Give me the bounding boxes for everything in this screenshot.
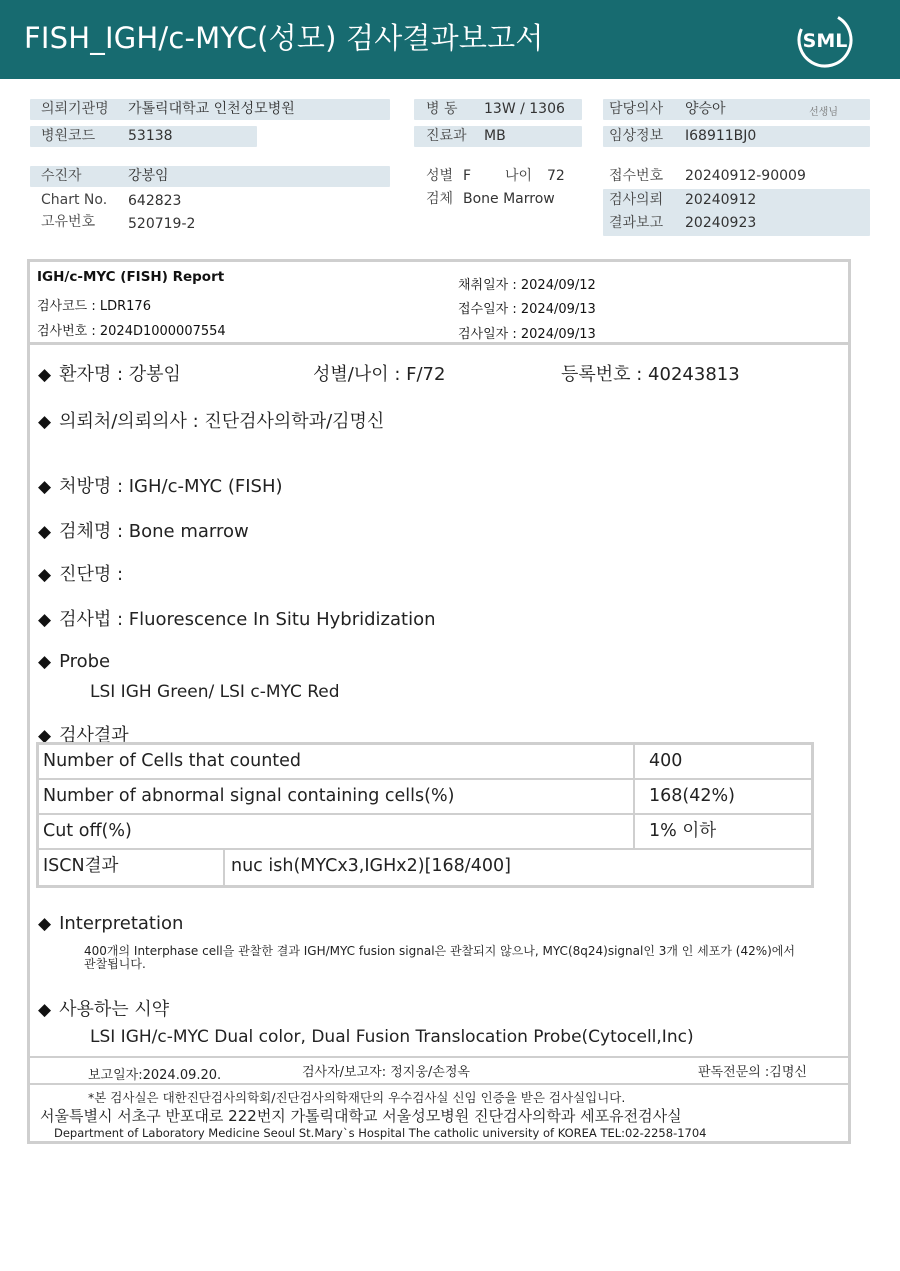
method-text: 검사법 : Fluorescence In Situ Hybridization <box>59 609 436 630</box>
table-row <box>39 850 811 885</box>
dept-label: 진료과 <box>426 128 467 144</box>
iscn-label: ISCN결과 <box>43 856 119 876</box>
abnormal-cells-label: Number of abnormal signal containing cells(%) <box>43 786 455 806</box>
hospital-label: 의뢰기관명 <box>41 101 109 117</box>
bullet-diamond: ◆ <box>38 477 52 497</box>
tested-date: 검사일자 : 2024/09/13 <box>458 327 596 342</box>
lab-footer <box>30 1083 848 1141</box>
specimen-label: 검체 <box>426 191 454 207</box>
bullet-diamond: ◆ <box>38 610 52 630</box>
bullet-diamond: ◆ <box>38 412 52 432</box>
order-line <box>38 472 283 498</box>
table-row <box>39 780 811 815</box>
specimen-text: 검체명 : Bone marrow <box>59 521 249 542</box>
reporter: 검사자/보고자: 정지웅/손정옥 <box>302 1065 470 1080</box>
specimen-value: Bone Marrow <box>463 191 555 207</box>
lab-address: 서울특별시 서초구 반포대로 222번지 가톨릭대학교 서울성모병원 진단검사의학과 세포유전검사실 <box>40 1107 682 1125</box>
request-value: 20240912 <box>685 192 757 208</box>
bullet-diamond: ◆ <box>38 365 52 385</box>
hospcode-label: 병원코드 <box>41 128 96 144</box>
hospital-value: 가톨릭대학교 인천성모병원 <box>128 101 295 117</box>
reagent-title-line <box>38 995 169 1021</box>
result-table <box>36 742 814 888</box>
reading-physician: 판독전문의 :김명신 <box>698 1065 807 1080</box>
result-title: 검사결과 <box>59 725 129 746</box>
column-divider <box>633 780 635 813</box>
requester-line <box>38 407 384 433</box>
bullet-diamond: ◆ <box>38 1000 52 1020</box>
hospcode-value: 53138 <box>128 128 173 144</box>
bullet-diamond: ◆ <box>38 565 52 585</box>
patient-row-bg <box>30 166 390 187</box>
chart-value: 642823 <box>128 193 182 209</box>
request-label: 검사의뢰 <box>609 192 664 208</box>
probe-title: Probe <box>59 651 111 672</box>
order-text: 처방명 : IGH/c-MYC (FISH) <box>59 476 283 497</box>
report-name: IGH/c-MYC (FISH) Report <box>37 269 225 285</box>
sex-label: 성별 <box>426 168 454 184</box>
specimen-line <box>38 517 249 543</box>
age-label: 나이 <box>505 168 533 184</box>
diagnosis-line <box>38 560 123 586</box>
ward-label: 병 동 <box>426 101 458 117</box>
receipt-value: 20240912-90009 <box>685 168 806 184</box>
sex-age-text: 성별/나이 : F/72 <box>313 364 446 385</box>
result-label: 결과보고 <box>609 215 664 231</box>
column-divider <box>223 850 225 885</box>
column-divider <box>633 815 635 848</box>
report-date: 보고일자:2024.09.20. <box>88 1068 222 1083</box>
signoff-row <box>30 1056 848 1083</box>
test-number: 검사번호 : 2024D1000007554 <box>37 324 226 339</box>
patient-line <box>38 360 181 386</box>
iscn-value: nuc ish(MYCx3,IGHx2)[168/400] <box>231 856 511 876</box>
clinical-label: 임상정보 <box>609 128 664 144</box>
bullet-diamond: ◆ <box>38 522 52 542</box>
method-line <box>38 605 436 631</box>
column-divider <box>633 745 635 778</box>
probe-title-line <box>38 651 110 672</box>
interpretation-title: Interpretation <box>59 913 184 934</box>
age-value: 72 <box>547 168 565 184</box>
uid-value: 520719-2 <box>128 216 196 232</box>
test-code: 검사코드 : LDR176 <box>37 299 151 314</box>
abnormal-cells-value: 168(42%) <box>649 786 735 806</box>
dept-value: MB <box>484 128 506 144</box>
collected-date: 채취일자 : 2024/09/12 <box>458 278 596 293</box>
cells-counted-value: 400 <box>649 751 683 771</box>
report-header-band <box>0 0 900 79</box>
diagnosis-text: 진단명 : <box>59 564 124 585</box>
fish-report-box <box>27 259 851 1144</box>
interpretation-title-line <box>38 913 183 934</box>
report-meta <box>30 262 848 345</box>
interpretation-text: 400개의 Interphase cell을 관찰한 결과 IGH/MYC fusion signal은 관찰되지 않으나, MYC(8q24)signal인 3개 인 세포가 (42%)에서 관찰됩니다. <box>84 944 795 971</box>
doctor-value: 양승아 <box>685 101 726 117</box>
bullet-diamond: ◆ <box>38 726 52 746</box>
reagent-title: 사용하는 시약 <box>59 999 170 1020</box>
probe-text: LSI IGH Green/ LSI c-MYC Red <box>90 682 340 702</box>
patient-name-text: 환자명 : 강봉임 <box>59 364 181 385</box>
receipt-label: 접수번호 <box>609 168 664 184</box>
bullet-diamond: ◆ <box>38 914 52 934</box>
received-date: 접수일자 : 2024/09/13 <box>458 302 596 317</box>
sml-logo <box>796 11 854 69</box>
cutoff-label: Cut off(%) <box>43 821 132 841</box>
result-value: 20240923 <box>685 215 757 231</box>
document-title: FISH_IGH/c-MYC(성모) 검사결과보고서 <box>24 21 544 55</box>
ward-value: 13W / 1306 <box>484 101 565 117</box>
chart-label: Chart No. <box>41 192 108 208</box>
patient-label: 수진자 <box>41 168 82 184</box>
registration-number: 등록번호 : 40243813 <box>561 364 740 385</box>
clinical-value: I68911BJ0 <box>685 128 757 144</box>
doctor-label: 담당의사 <box>609 101 664 117</box>
sml-logo-text: SML <box>802 30 848 52</box>
requester-text: 의뢰처/의뢰의사 : 진단검사의학과/김명신 <box>59 411 385 432</box>
department-english: Department of Laboratory Medicine Seoul St.Mary`s Hospital The catholic university of KOREA TEL:02-2258-1704 <box>54 1126 707 1140</box>
doctor-suffix: 선생님 <box>809 107 838 118</box>
reagent-text: LSI IGH/c-MYC Dual color, Dual Fusion Translocation Probe(Cytocell,Inc) <box>90 1027 694 1047</box>
table-row <box>39 815 811 850</box>
cutoff-value: 1% 이하 <box>649 821 717 841</box>
uid-label: 고유번호 <box>41 214 96 230</box>
patient-value: 강봉임 <box>128 168 169 184</box>
table-row <box>39 745 811 780</box>
cells-counted-label: Number of Cells that counted <box>43 751 302 771</box>
certification-note: *본 검사실은 대한진단검사의학회/진단검사의학재단의 우수검사실 신임 인증을 받은 검사실입니다. <box>88 1090 626 1105</box>
sex-value: F <box>463 168 472 184</box>
bullet-diamond: ◆ <box>38 652 52 672</box>
